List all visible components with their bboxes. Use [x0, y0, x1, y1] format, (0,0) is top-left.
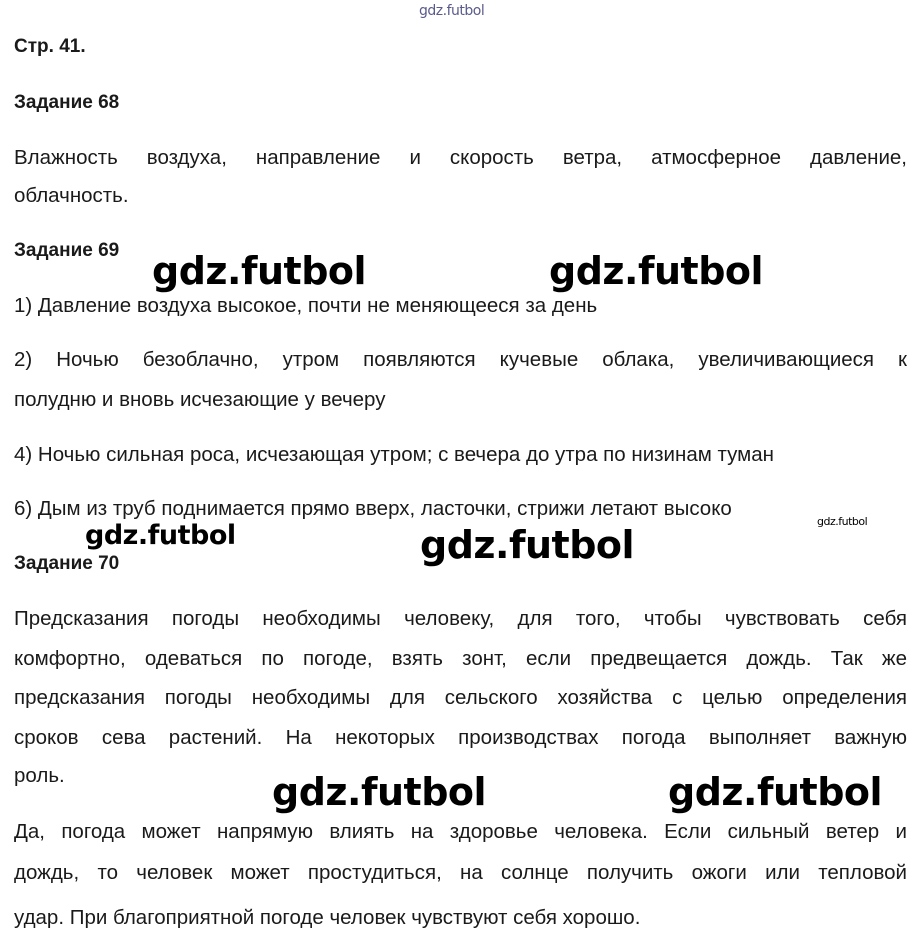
text-line: комфортно, одеваться по погоде, взять зонт, если предвещается дождь. Так же	[14, 647, 907, 670]
task-69-item-4	[14, 443, 907, 473]
watermark: gdz.futbol	[420, 523, 635, 567]
task-70-paragraph-1	[14, 607, 907, 797]
task-68-text	[14, 146, 907, 216]
text-line: Да, погода может напрямую влиять на здоровье человека. Если сильный ветер и	[14, 820, 907, 843]
text-line: сроков сева растений. На некоторых производствах погода выполняет важную	[14, 726, 907, 749]
task-70-title: Задание 70	[14, 553, 120, 574]
text-line: 4) Ночью сильная роса, исчезающая утром; с вечера до утра по низинам туман	[14, 443, 774, 466]
text-line: предсказания погоды необходимы для сельского хозяйства с целью определения	[14, 686, 907, 709]
task-69-item-1	[14, 294, 907, 324]
task-69-item-2	[14, 348, 907, 418]
watermark: gdz.futbol	[272, 770, 487, 814]
text-line: 6) Дым из труб поднимается прямо вверх, ласточки, стрижи летают высоко	[14, 497, 732, 520]
task-68-title: Задание 68	[14, 92, 120, 113]
text-line: полудню и вновь исчезающие у вечеру	[14, 388, 386, 411]
watermark: gdz.futbol	[152, 249, 367, 293]
text-line: дождь, то человек может простудиться, на солнце получить ожоги или тепловой	[14, 861, 907, 884]
task-70-paragraph-2	[14, 820, 907, 945]
watermark: gdz.futbol	[85, 520, 236, 551]
text-line: 2) Ночью безоблачно, утром появляются кучевые облака, увеличивающиеся к	[14, 348, 907, 371]
text-line: удар. При благоприятной погоде человек чувствуют себя хорошо.	[14, 906, 641, 929]
watermark: gdz.futbol	[817, 515, 868, 528]
page-label: Стр. 41.	[14, 36, 86, 57]
text-line: облачность.	[14, 184, 129, 207]
text-line: Влажность воздуха, направление и скорость ветра, атмосферное давление,	[14, 146, 907, 169]
watermark: gdz.futbol	[549, 249, 764, 293]
task-69-title: Задание 69	[14, 240, 120, 261]
watermark-top: gdz.futbol	[419, 3, 485, 19]
text-line: Предсказания погоды необходимы человеку, для того, чтобы чувствовать себя	[14, 607, 907, 630]
text-line: роль.	[14, 764, 65, 787]
text-line: 1) Давление воздуха высокое, почти не меняющееся за день	[14, 294, 598, 317]
watermark: gdz.futbol	[668, 770, 883, 814]
